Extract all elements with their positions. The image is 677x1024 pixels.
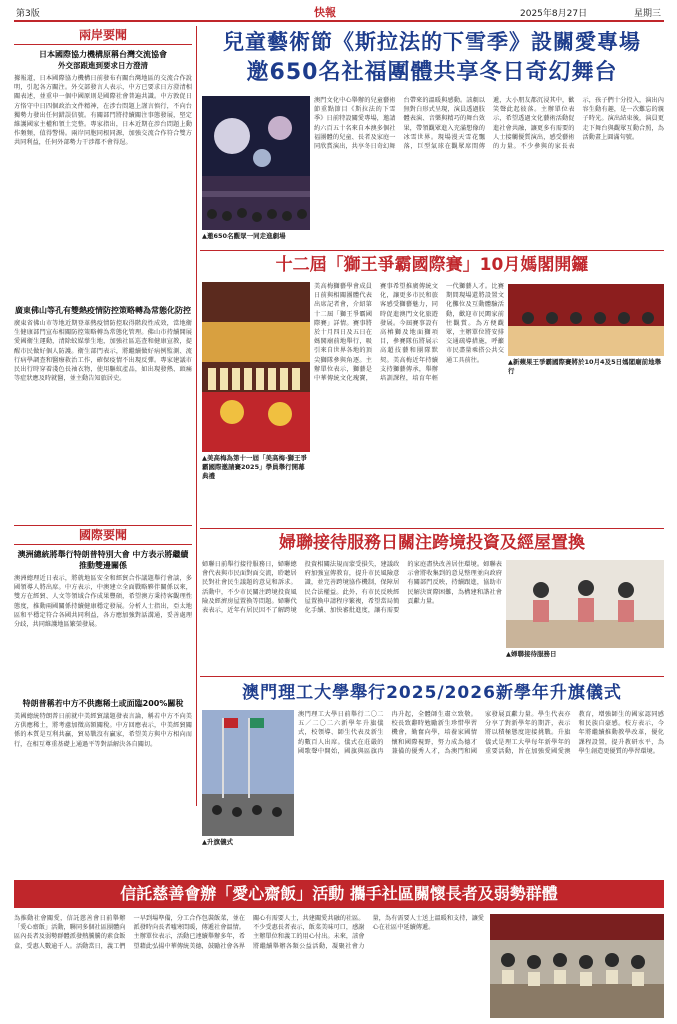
divider-women xyxy=(200,528,664,529)
main-headline-line1: 兒童藝術節《斯拉法的下雪季》設關愛專場 xyxy=(223,30,641,54)
divider-must xyxy=(200,676,664,677)
women-headline: 婦聯接待服務日關注跨境投資及經屋置換 xyxy=(279,533,585,553)
story3-headline: 澳洲總統將舉行特朗普特別大會 中方表示將繼續推動雙邊關係 xyxy=(17,550,189,570)
lion-photo2-caption: ▲ 美高梅為第十一屆「美高梅·獅王爭霸國際邀請賽2025」學員舉行開幕典禮 xyxy=(202,454,310,481)
page-number: 第3版 xyxy=(16,9,40,19)
left-column xyxy=(14,26,192,806)
bottom-photo xyxy=(490,914,664,1018)
masthead: 快報 xyxy=(314,6,336,19)
charity-meal-image xyxy=(490,914,664,1018)
story4-body: 美國總統特朗普日前就中美經貿議題發表言論，稱若中方不向美方供應稀土，將考慮加徵高額關稅。中方回應表示，中美經貿關係的本質是互利共贏，貿易戰沒有贏家，希望美方與中方相向而行，在相互尊重基礎上通過平等對話解決各自關切。 xyxy=(14,713,192,748)
column-divider xyxy=(196,26,197,806)
women-photo xyxy=(506,560,664,648)
lion-dance-ceremony-image xyxy=(202,282,310,452)
story1-body: 據報道，日本國際協力機構日前發布有關台灣地區的交流合作說明，引起各方關注。外交部發言人表示，中方已要求日方澄清相關表述，並重申一個中國原則是國際社會普遍共識。中方敦促日方恪守中日四個政治文件精神，在涉台問題上謹言慎行，不向台獨勢力發出任何錯誤信號。有關部門將持續關注事態發展，堅定維護國家主權和領土完整。專家指出，日本近期在涉台問題上動作頻頻，值得警惕。兩岸同胞同根同源，加強交流合作符合雙方共同利益，任何外部勢力干涉都不會得逞。 xyxy=(14,75,192,147)
page-header xyxy=(14,4,664,22)
women-story-body: 婦聯日前舉行接待服務日，婦聯總會代表與市民面對面交流，聆聽居民對社會民生議題的意見和訴求。活動中，不少市民關注跨境投資風險及經濟房屋置換等問題。婦聯代表表示，近年有居民因不了解跨境投資相關法規而蒙受損失，建議政府加強宣傳教育，提升市民風險意識，並完善跨境協作機制，保障居民合法權益。此外，有市民反映經屋置換申請程序繁複，希望當局簡化手續、加快審批進度，讓有需要的家庭盡快改善居住環境。婦聯表示會將收集到的意見整理並向政府有關部門反映，持續跟進，協助市民解決實際困難，為構建和諧社會貢獻力量。 xyxy=(202,561,502,615)
must-story-body: 澳門理工大學日前舉行二〇二五／二〇二六新學年升旗儀式，校領導、師生代表及新生約數百人出席。儀式在莊嚴的國歌聲中開始，國旗與區旗冉冉升起，全體師生肅立致敬。校長致辭時勉勵新生珍惜學習機會，勤奮向學，培養家國情懷和國際視野，努力成為德才兼備的優秀人才，為澳門和國家發展貢獻力量。學生代表亦分享了對新學年的期許，表示將以積極態度迎接挑戰。升旗儀式是理工大學每年新學年的重要活動，旨在加強愛國愛澳教育，增強師生的國家認同感和民族自豪感。校方表示，今年將繼續推動教學改革，優化課程設置，提升教研水平，為學生創造更優質的學習環境。 xyxy=(298,711,664,755)
story2-headline: 廣東佛山等孔有雙熱疫情防控策略轉為常態化防控 xyxy=(15,306,191,315)
bottom-story-body: 為推動社會關愛，信託慈善會日前舉辦「愛心齋飯」活動，聯同多個社區團體向區內長者及弱勢群體派發熱騰騰的素食飯盒，受惠人數逾千人。活動當日，義工們一早到場準備，分工合作包裝飯菜，並在派發時向長者噓寒問暖，傳遞社會溫情。主辦單位表示，活動已連續舉辦多年，希望藉此弘揚中華傳統美德，鼓勵社會各界關心有需要人士，共建關愛共融的社區。不少受惠長者表示，飯菜美味可口，感謝主辦單位和義工的用心付出。未來，該會將繼續舉辦各類公益活動，凝聚社會力量，為有需要人士送上溫暖和支持，讓愛心在社區中延續傳遞。 xyxy=(14,915,484,950)
main-story-body: 澳門文化中心舉辦的兒童藝術節重點節目《斯拉法的下雪季》日前特設關愛專場，邀請約六百五十名來自本澳多個社福團體的兒童、長者及家庭一同欣賞演出，共享冬日奇幻舞台帶來的溫暖與感動。該劇以無對白形式呈現，演員透過肢體表演、音樂與精巧的舞台效果，帶領觀眾進入充滿想像的冰雪世界。現場漫天雪花飄落，巨型氣球在觀眾席間傳遞，大小朋友都沉浸其中，歡笑聲此起彼落。主辦單位表示，希望透過文化藝術活動促進社會共融，讓更多有需要的人士接觸優質演出，感受藝術的力量。不少參與的家長表示，孩子們十分投入，演出內容生動有趣，是一次難忘的親子時光。演出結束後，演員更走下舞台與觀眾互動合照，為活動畫上圓滿句號。 xyxy=(314,97,664,151)
story1-subhead: 外交部跟進到要求日方澄清 xyxy=(58,61,148,70)
lion-photo1-caption: ▲ 新蘋果王爭霸國際賽將於10月4及5日媽閣廟前地舉行 xyxy=(508,358,664,376)
women-photo-caption: ▲ 婦聯接待服務日 xyxy=(506,650,664,659)
lion-press-conference-image xyxy=(508,284,664,356)
lion-photo-right xyxy=(508,284,664,356)
must-headline: 澳門理工大學舉行2025/2026新學年升旗儀式 xyxy=(242,683,622,703)
lion-headline: 十二屆「獅王爭霸國際賽」10月媽閣開鑼 xyxy=(275,255,589,275)
lion-story-body: 美高梅獅藝學會成員日前與相關團體代表出席記者會，介紹第十二屆「獅王爭霸國際賽」詳情。賽事將於十月四日及五日在媽閣廟前地舉行，吸引來自世界各地的頂尖獅隊參與角逐。主辦單位表示，獅藝是中華傳統文化瑰寶，賽事希望推廣傳統文化，讓更多市民和旅客感受獅藝魅力，同時促進澳門文化旅遊發展。今屆賽事設有高樁獅及地面獅項目，參賽隊伍將展示高超技藝和團隊默契。美高梅近年持續支持獅藝傳承，舉辦培訓課程，培育年輕一代獅藝人才。比賽期間現場還將設置文化攤位及互動體驗活動，歡迎市民闔家前往觀賞。為方便觀眾，主辦單位將安排交通疏導措施，呼籲市民盡量乘搭公共交通工具前往。 xyxy=(314,283,504,383)
theatre-stage-image xyxy=(202,96,310,230)
main-story-photo xyxy=(202,96,310,230)
story4-headline: 特朗普稱若中方不供應稀土或面臨200%關稅 xyxy=(22,699,184,708)
issue-weekday: 星期三 xyxy=(634,9,662,19)
story3-body: 澳洲總理近日表示，將就地區安全和經貿合作議題舉行會談，多國領導人將出席。中方表示，中澳建立全面戰略夥伴關係以來，雙方在經貿、人文等領域合作成果豐碩，希望澳方秉持客觀理性態度，推動兩國關係持續健康穩定發展。分析人士指出，亞太地區和平穩定符合各國共同利益，各方應加強對話溝通，妥善處理分歧，共同維護地區繁榮發展。 xyxy=(14,575,192,629)
bottom-banner-headline: 信託慈善會辦「愛心齋飯」活動 攜手社區關懷長者及弱勢群體 xyxy=(14,880,664,908)
must-photo-caption: ▲ 升旗儀式 xyxy=(202,838,294,847)
divider-lion xyxy=(200,250,664,251)
section-title-international: 國際要聞 xyxy=(14,525,192,545)
main-headline-line2: 邀650名社福團體共享冬日奇幻舞台 xyxy=(246,60,618,85)
story1-headline: 日本國際協力機構原稱台灣交流協會 xyxy=(39,50,167,59)
flag-raising-image xyxy=(202,710,294,836)
must-photo xyxy=(202,710,294,836)
story2-body: 廣東省佛山市等地近期登革熱疫情防控取得階段性成效，當地衛生健康部門宣布相關防控策略轉為常態化管理。佛山市持續開展愛國衛生運動，清除蚊媒孳生地，加強社區巡查和健康宣教，提醒市民做好個人防護。衛生部門表示，將繼續做好病例監測、流行病學調查和醫療救治工作，確保疫情不出現反彈。專家建議市民出行時穿着淺色長袖衣物，使用驅蚊產品，如出現發熱、頭痛等症狀應及時就醫，並主動告知旅居史。 xyxy=(14,320,192,383)
section-title-cross-strait: 兩岸要聞 xyxy=(14,26,192,45)
main-photo-caption: ▲ 邀650名觀眾一同走進劇場 xyxy=(202,232,310,241)
issue-date: 2025年8月27日 xyxy=(520,9,588,19)
lion-photo-left xyxy=(202,282,310,452)
women-service-day-image xyxy=(506,560,664,648)
